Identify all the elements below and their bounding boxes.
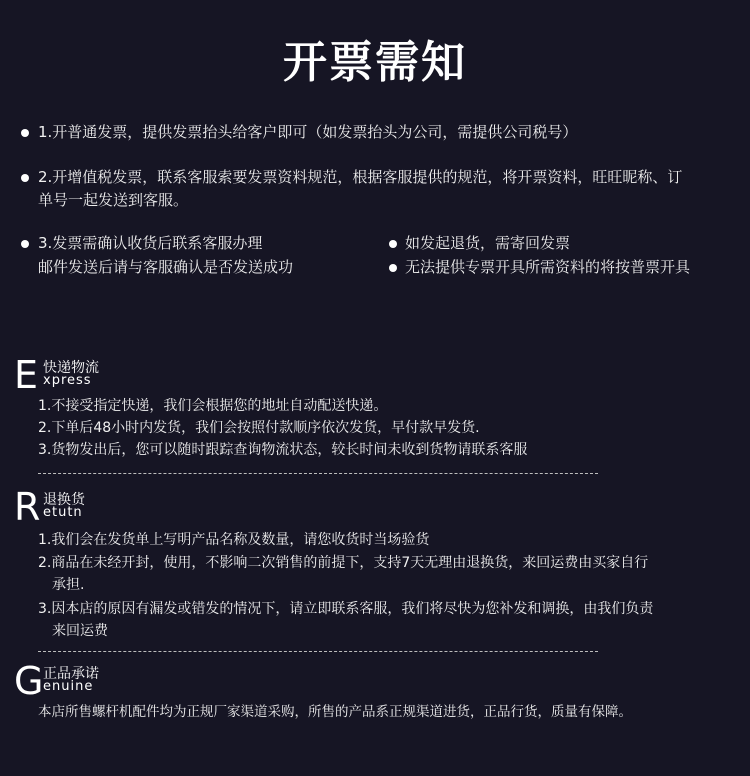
invoice-note-2-line1: 2.开增值税发票，联系客服索要发票资料规范，根据客服提供的规范，将开票资料，旺旺昵称、订 — [38, 168, 683, 186]
invoice-note-3-line1: 3.发票需确认收货后联系客服办理 — [38, 234, 263, 252]
genuine-statement: 本店所售螺杆机配件均为正规厂家渠道采购，所售的产品系正规渠道进货，正品行货，质量有保障。 — [38, 704, 632, 720]
invoice-note-4: 如发起退货，需寄回发票 — [405, 234, 571, 252]
invoice-note-3-line2: 邮件发送后请与客服确认是否发送成功 — [38, 258, 294, 276]
return-title: 退换货 — [43, 492, 85, 508]
return-item-2-line2: 承担. — [52, 577, 85, 593]
return-item-1: 1.我们会在发货单上写明产品名称及数量，请您收货时当场验货 — [38, 532, 430, 548]
return-item-3-line1: 3.因本店的原因有漏发或错发的情况下，请立即联系客服，我们将尽快为您补发和调换，由我们负责 — [38, 601, 654, 617]
bullet-dot — [21, 240, 29, 248]
express-title: 快递物流 — [43, 360, 99, 376]
genuine-initial: G — [14, 659, 44, 703]
bullet-dot — [21, 174, 29, 182]
invoice-note-5: 无法提供专票开具所需资料的将按普票开具 — [405, 258, 691, 276]
invoice-note-2-line2: 单号一起发送到客服。 — [38, 191, 189, 209]
express-item-1: 1.不接受指定快递，我们会根据您的地址自动配送快递。 — [38, 398, 388, 414]
return-item-3-line2: 来回运费 — [52, 623, 108, 639]
return-subtitle: etutn — [43, 505, 83, 520]
genuine-subtitle: enuine — [43, 679, 94, 694]
bullet-dot — [389, 240, 397, 248]
genuine-title: 正品承诺 — [43, 666, 99, 682]
bullet-dot — [389, 264, 397, 272]
express-subtitle: xpress — [43, 373, 92, 388]
express-item-3: 3.货物发出后，您可以随时跟踪查询物流状态，较长时间未收到货物请联系客服 — [38, 442, 528, 458]
divider — [38, 473, 598, 474]
invoice-note-1: 1.开普通发票，提供发票抬头给客户即可（如发票抬头为公司，需提供公司税号） — [38, 123, 578, 141]
divider — [38, 651, 598, 652]
return-initial: R — [14, 485, 41, 529]
return-item-2-line1: 2.商品在未经开封，使用，不影响二次销售的前提下，支持7天无理由退换货，来回运费由买家自行 — [38, 555, 649, 571]
page-title: 开票需知 — [283, 37, 467, 88]
express-initial: E — [14, 353, 39, 397]
bullet-dot — [21, 129, 29, 137]
express-item-2: 2.下单后48小时内发货，我们会按照付款顺序依次发货，早付款早发货. — [38, 420, 480, 436]
